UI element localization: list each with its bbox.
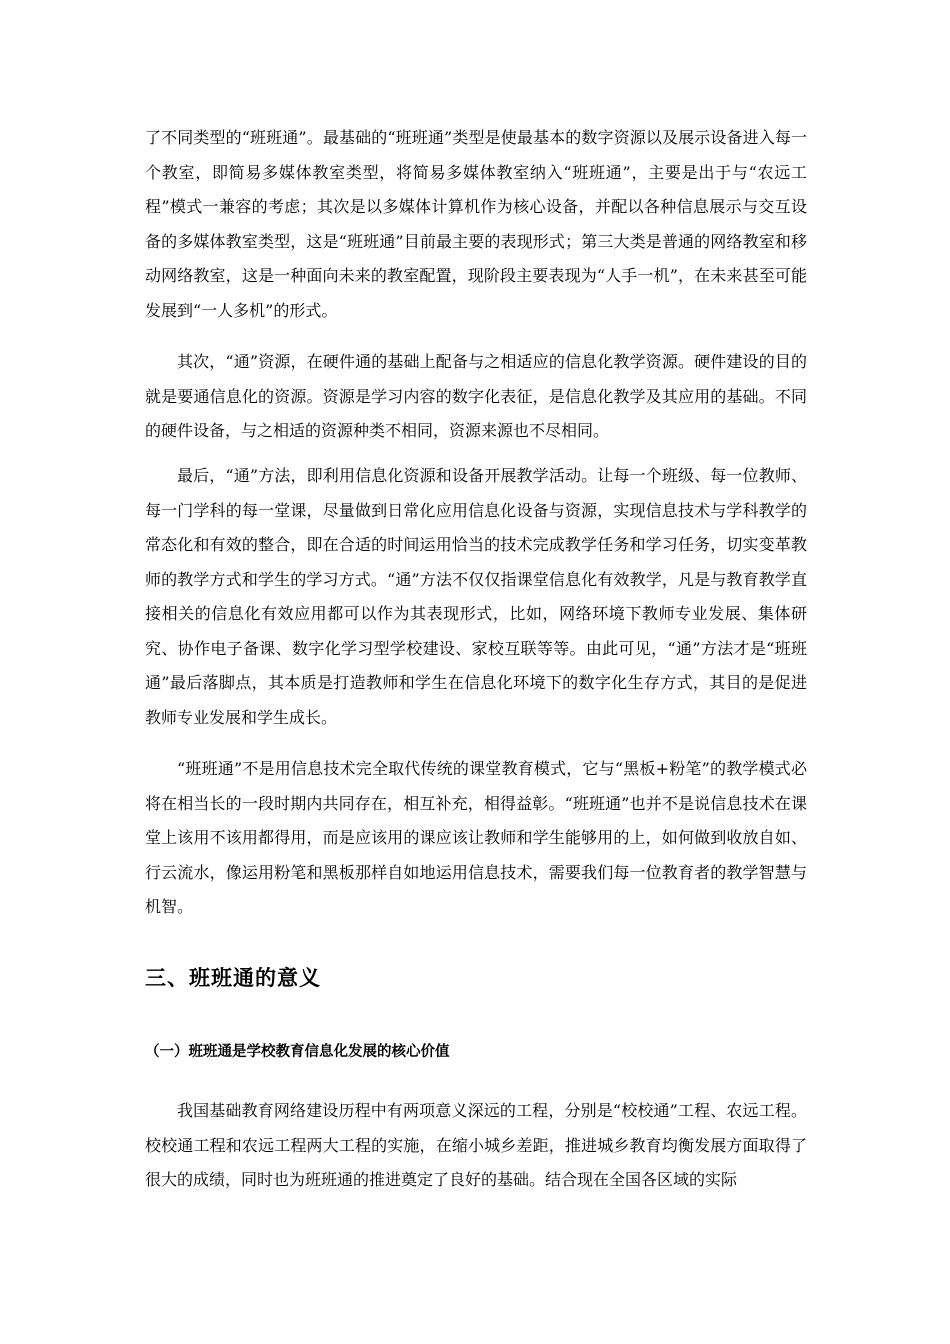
sub-heading: （一）班班通是学校教育信息化发展的核心价值	[145, 1043, 450, 1060]
paragraph-classroom-types: 了不同类型的“班班通”。最基础的“班班通”类型是使最基本的数字资源以及展示设备进入每一个教室，即简易多媒体教室类型，将简易多媒体教室纳入“班班通”，主要是出于与“农远工程”模式一兼容的考虑；其次是以多媒体计算机作为核心设备，并配以各种信息展示与交互设备的多媒体教室类型，这是“班班通”目前最主要的表现形式；第三大类是普通的网络教室和移动网络教室，这是一种面向未来的教室配置，现阶段主要表现为“人手一机”，在未来甚至可能发展到“一人多机”的形式。	[145, 128, 807, 320]
paragraph-blackboard: “班班通”不是用信息技术完全取代传统的课堂教育模式，它与“黑板+粉笔”的教学模式必将在相当长的一段时期内共同存在，相互补充，相得益彰。“班班通”也并不是说信息技术在课堂上该用不该用都得用，而是应该用的课应该让教师和学生能够用的上，如何做到收放自如、行云流水，像运用粉笔和黑板那样自如地运用信息技术，需要我们每一位教育者的教学智慧与机智。	[145, 759, 807, 916]
section-heading: 三、班班通的意义	[145, 966, 321, 990]
paragraph-network-construction: 我国基础教育网络建设历程中有两项意义深远的工程，分别是“校校通”工程、农远工程。校校通工程和农远工程两大工程的实施，在缩小城乡差距，推进城乡教育均衡发展方面取得了很大的成绩，同时也为班班通的推进奠定了良好的基础。结合现在全国各区域的实际	[145, 1101, 807, 1189]
paragraph-methods: 最后，“通”方法，即利用信息化资源和设备开展教学活动。让每一个班级、每一位教师、每一门学科的每一堂课，尽量做到日常化应用信息化设备与资源，实现信息技术与学科教学的常态化和有效的整合，即在合适的时间运用恰当的技术完成教学任务和学习任务，切实变革教师的教学方式和学生的学习方式。“通”方法不仅仅指课堂信息化有效教学，凡是与教育教学直接相关的信息化有效应用都可以作为其表现形式，比如，网络环境下教师专业发展、集体研究、协作电子备课、数字化学习型学校建设、家校互联等等。由此可见，“通”方法才是“班班通”最后落脚点，其本质是打造教师和学生在信息化环境下的数字化生存方式，其目的是促进教师专业发展和学生成长。	[145, 466, 807, 727]
paragraph-resources: 其次，“通”资源，在硬件通的基础上配备与之相适应的信息化教学资源。硬件建设的目的就是要通信息化的资源。资源是学习内容的数字化表征，是信息化教学及其应用的基础。不同的硬件设备，与之相适的资源种类不相同，资源来源也不尽相同。	[145, 352, 807, 440]
